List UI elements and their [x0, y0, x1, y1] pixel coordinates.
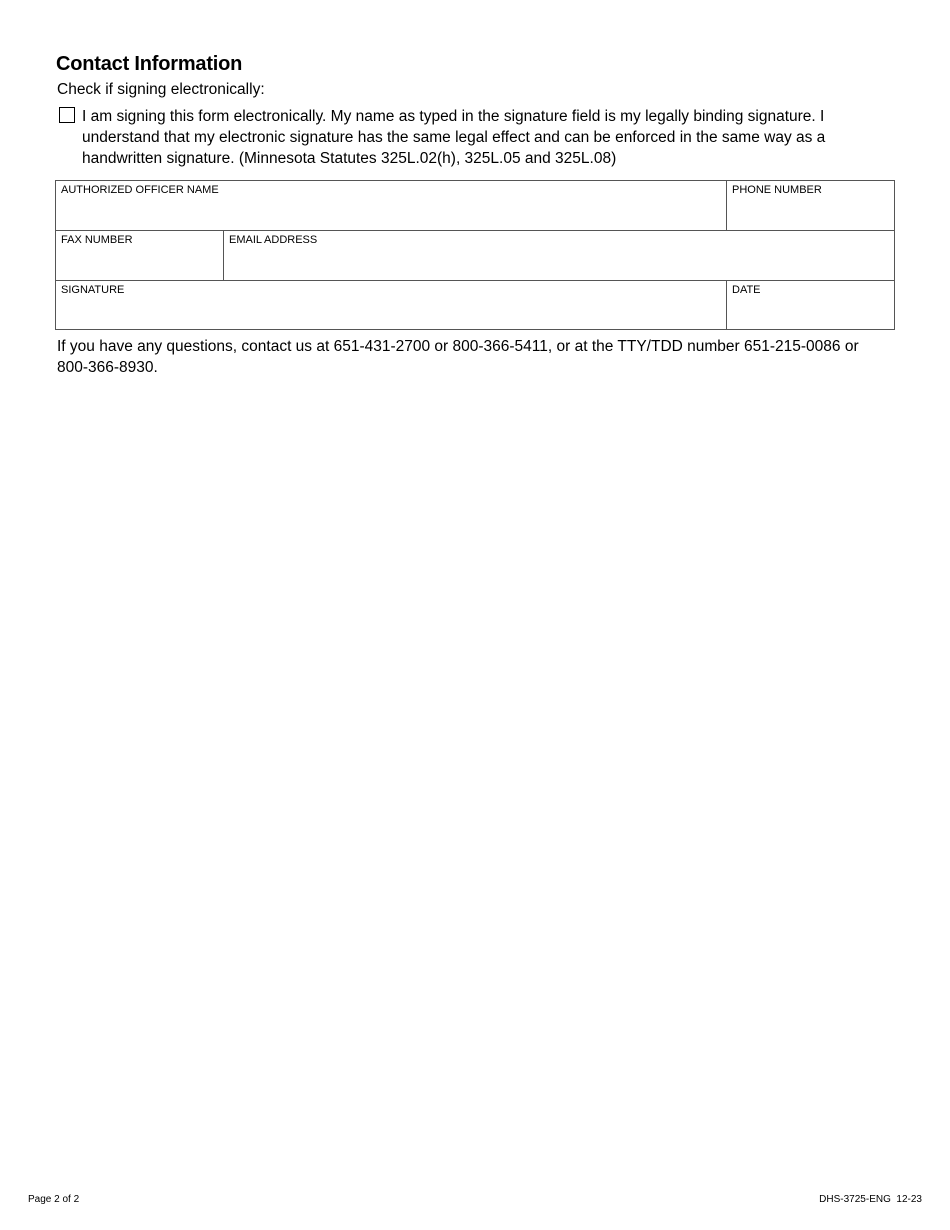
- signature-cell: [56, 281, 727, 329]
- signature-label: SIGNATURE: [61, 284, 125, 296]
- authorized-officer-name-cell: [56, 181, 727, 231]
- email-address-cell: [224, 231, 894, 281]
- signature-input[interactable]: [60, 304, 722, 326]
- esign-checkbox[interactable]: [59, 107, 75, 123]
- email-address-label: EMAIL ADDRESS: [229, 234, 318, 246]
- authorized-officer-name-label: AUTHORIZED OFFICER NAME: [61, 184, 219, 196]
- form-id: DHS-3725-ENG 12-23: [819, 1194, 922, 1205]
- page-number: Page 2 of 2: [28, 1194, 80, 1205]
- fax-number-cell: [56, 231, 224, 281]
- date-label: DATE: [732, 284, 761, 296]
- phone-number-label: PHONE NUMBER: [732, 184, 822, 196]
- phone-number-input[interactable]: [731, 205, 890, 227]
- esign-check-label: Check if signing electronically:: [57, 81, 265, 98]
- section-title: Contact Information: [56, 53, 243, 75]
- date-cell: [727, 281, 894, 329]
- contact-note: If you have any questions, contact us at 651-431-2700 or 800-366-5411, or at the TTY/TDD number 651-215-0086 or 800-366-8930.: [57, 338, 859, 376]
- phone-number-cell: [727, 181, 894, 231]
- authorized-officer-name-input[interactable]: [60, 205, 722, 227]
- email-address-input[interactable]: [228, 255, 890, 277]
- fax-number-input[interactable]: [60, 255, 219, 277]
- fax-number-label: FAX NUMBER: [61, 234, 133, 246]
- esign-consent-text: I am signing this form electronically. My name as typed in the signature field is my legally binding signature. I understand that my electronic signature has the same legal effect and can be enforced in the same way as a handwritten signature. (Minnesota Statutes 325L.02(h), 325L.05 and 325L.08): [82, 108, 826, 167]
- contact-form-grid: [55, 180, 895, 330]
- date-input[interactable]: [731, 304, 890, 326]
